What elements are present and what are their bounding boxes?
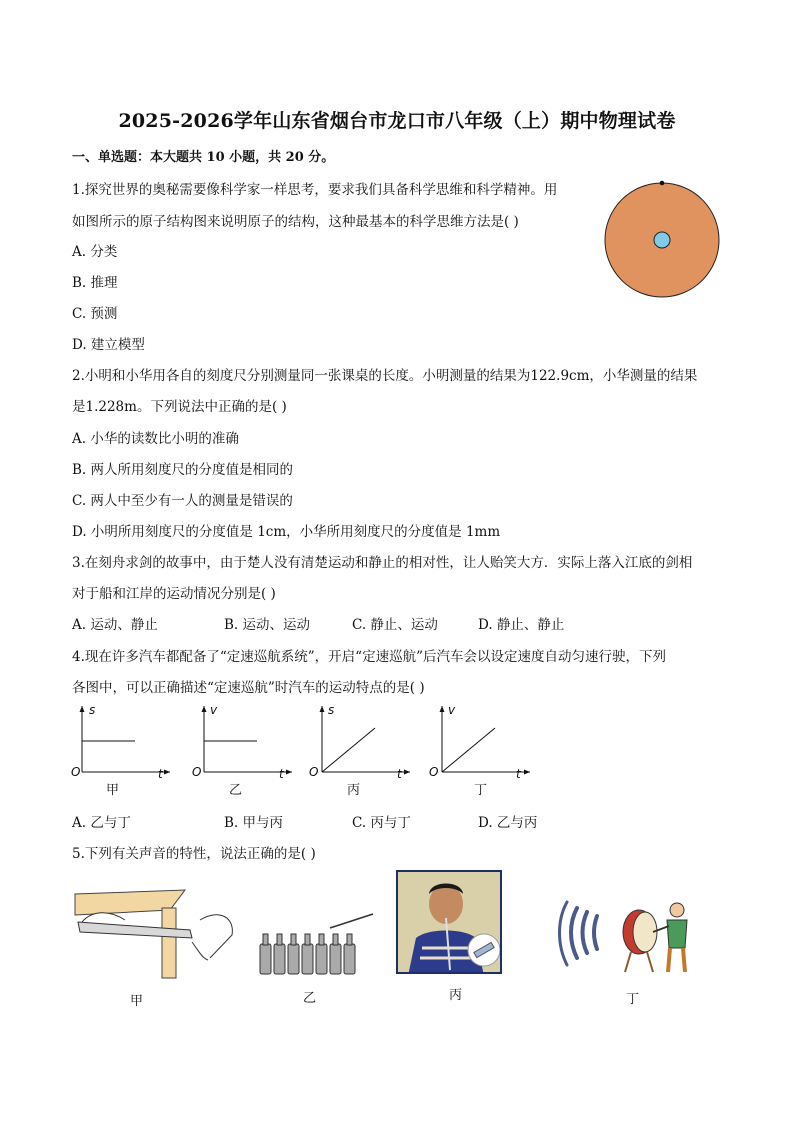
q3-option-a: A. 运动、静止 — [72, 617, 158, 633]
graph-bing-ylabel: s — [328, 703, 335, 717]
bottles-illustration — [255, 910, 380, 980]
graph-jia — [66, 700, 176, 800]
graph-bing-xlabel: t — [397, 767, 402, 781]
q5-caption-ding: 丁 — [626, 992, 640, 1007]
graph-yi-origin: O — [192, 765, 202, 779]
q3-option-b: B. 运动、运动 — [224, 617, 311, 633]
q2-stem-line1: 2.小明和小华用各自的刻度尺分别测量同一张课桌的长度。小明测量的结果为122.9cm，小华测量的结果 — [72, 368, 698, 384]
x-arrow — [524, 770, 530, 775]
drum-stand — [625, 952, 631, 972]
q2-option-c: C. 两人中至少有一人的测量是错误的 — [72, 493, 293, 509]
wave — [560, 902, 568, 965]
right-hand — [200, 915, 232, 958]
x-arrow — [164, 770, 170, 775]
section-heading: 一、单选题：本大题共 10 小题，共 20 分。 — [72, 150, 335, 165]
graph-jia-xlabel: t — [158, 767, 163, 781]
q3-stem-line2: 对于船和江岸的运动情况分别是( ) — [72, 586, 276, 602]
finger — [192, 942, 208, 960]
q3-option-d: D. 静止、静止 — [478, 617, 565, 633]
graph-yi-caption: 乙 — [229, 783, 243, 798]
graph-line — [442, 728, 495, 772]
q5-caption-jia: 甲 — [130, 994, 144, 1009]
q1-option-b: B. 推理 — [72, 275, 118, 291]
bottle — [344, 944, 355, 974]
bottle-neck — [333, 934, 338, 945]
bottle — [274, 944, 285, 974]
graph-jia-ylabel: s — [89, 703, 96, 717]
y-arrow — [80, 706, 85, 712]
graph-ding-origin: O — [429, 765, 439, 779]
q1-option-a: A. 分类 — [72, 244, 118, 260]
q4-option-b: B. 甲与丙 — [224, 815, 284, 831]
bottle-neck — [277, 934, 282, 945]
table-leg — [162, 908, 176, 978]
drummer-body — [667, 920, 687, 948]
q1-stem-line1: 1.探究世界的奥秘需要像科学家一样思考，要求我们具备科学思维和科学精神。用 — [72, 182, 558, 198]
boy-whistle-photo — [396, 870, 502, 974]
q4-option-c: C. 丙与丁 — [352, 815, 411, 831]
q1-option-c: C. 预测 — [72, 306, 118, 322]
graph-yi-xlabel: t — [279, 767, 284, 781]
y-arrow — [202, 706, 207, 712]
q2-stem-line2: 是1.228m。下列说法中正确的是( ) — [72, 399, 287, 415]
q4-option-d: D. 乙与丙 — [478, 815, 538, 831]
bottle-neck — [319, 934, 324, 945]
striker-stick — [330, 914, 373, 928]
bottle-neck — [305, 934, 310, 945]
graph-ding-caption: 丁 — [474, 783, 488, 798]
graph-yi — [188, 700, 298, 800]
q3-stem-line1: 3.在刻舟求剑的故事中，由于楚人没有清楚运动和静止的相对性，让人贻笑大方．实际上落入江底的剑相 — [72, 555, 693, 571]
bottle-neck — [291, 934, 296, 945]
graph-bing-caption: 丙 — [347, 783, 361, 798]
page-title: 2025-2026学年山东省烟台市龙口市八年级（上）期中物理试卷 — [118, 110, 676, 132]
wave — [583, 912, 588, 953]
bottle — [260, 944, 271, 974]
bottle — [302, 944, 313, 974]
q4-option-a: A. 乙与丁 — [72, 815, 131, 831]
x-arrow — [286, 770, 292, 775]
q5-stem: 5.下列有关声音的特性，说法正确的是( ) — [72, 846, 316, 862]
bottle — [288, 944, 299, 974]
nucleus — [654, 232, 670, 248]
x-arrow — [404, 770, 410, 775]
graph-ding-ylabel: v — [448, 703, 456, 717]
y-arrow — [440, 706, 445, 712]
graph-ding-xlabel: t — [516, 767, 521, 781]
q3-option-c: C. 静止、运动 — [352, 617, 438, 633]
graph-jia-origin: O — [71, 765, 81, 779]
graph-line — [322, 728, 375, 772]
bottle — [330, 944, 341, 974]
q2-option-a: A. 小华的读数比小明的准确 — [72, 431, 239, 447]
drummer-legs — [668, 948, 685, 972]
bottle-neck — [263, 934, 268, 945]
q4-stem-line1: 4.现在许多汽车都配备了“定速巡航系统”，开启“定速巡航”后汽车会以设定速度自动匀速行驶，下列 — [72, 649, 666, 665]
bottle-neck — [347, 934, 352, 945]
wave — [594, 916, 597, 949]
bottle — [316, 944, 327, 974]
graph-jia-caption: 甲 — [106, 783, 120, 798]
drum-illustration — [555, 890, 700, 980]
q5-caption-yi: 乙 — [303, 991, 317, 1006]
graph-bing — [306, 700, 416, 800]
atom-diagram — [600, 178, 724, 302]
wave — [571, 908, 577, 958]
graph-bing-origin: O — [309, 765, 319, 779]
q2-option-b: B. 两人所用刻度尺的分度值是相同的 — [72, 462, 294, 478]
graph-yi-ylabel: v — [210, 703, 218, 717]
q1-option-d: D. 建立模型 — [72, 337, 145, 353]
electron — [660, 181, 665, 186]
ruler-on-table-illustration — [70, 880, 240, 980]
q5-caption-bing: 丙 — [449, 988, 463, 1003]
q1-stem-line2: 如图所示的原子结构图来说明原子的结构，这种最基本的科学思维方法是( ) — [72, 214, 519, 230]
drum-stand — [647, 952, 653, 972]
drummer-head — [670, 903, 684, 917]
y-arrow — [320, 706, 325, 712]
q2-option-d: D. 小明所用刻度尺的分度值是 1cm，小华所用刻度尺的分度值是 1mm — [72, 524, 501, 540]
q4-stem-line2: 各图中，可以正确描述“定速巡航”时汽车的运动特点的是( ) — [72, 680, 425, 696]
sound-waves — [560, 902, 598, 965]
boy-figure — [398, 872, 502, 974]
